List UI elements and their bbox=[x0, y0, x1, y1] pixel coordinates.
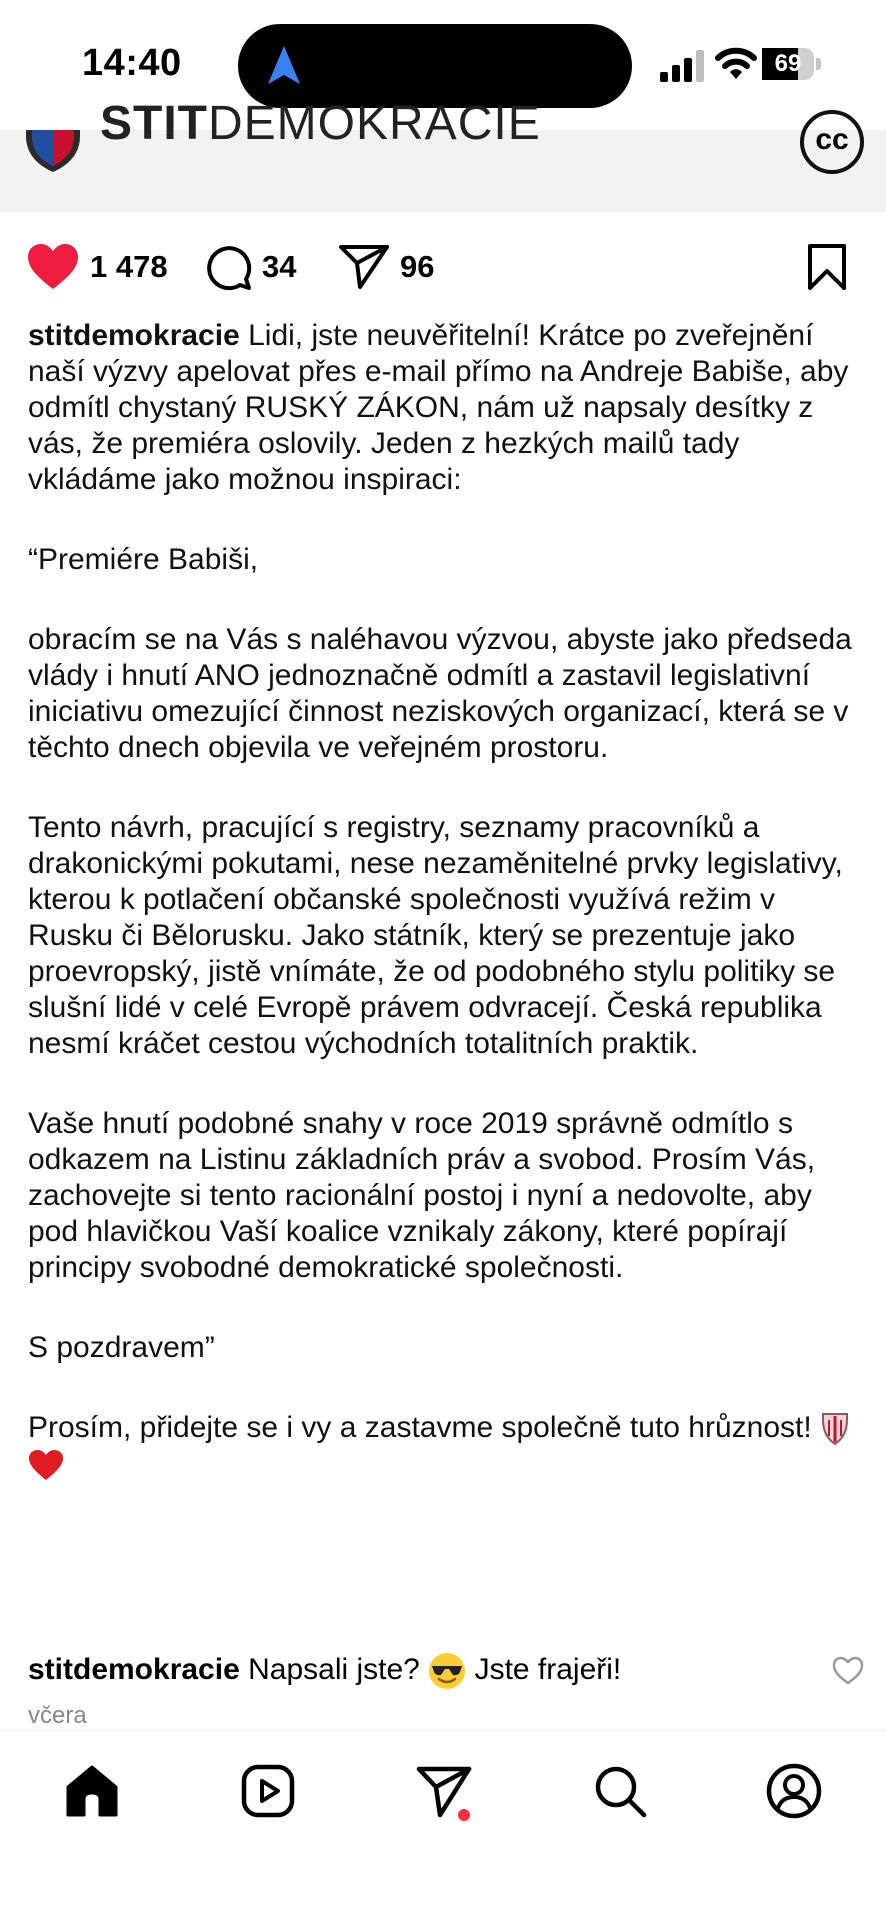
caption-cta: Prosím, přidejte se i vy a zastavme společně tuto hrůznost! bbox=[28, 1410, 864, 1482]
status-time: 14:40 bbox=[82, 42, 182, 84]
paper-plane-icon bbox=[338, 243, 390, 291]
bookmark-icon bbox=[806, 243, 848, 291]
sunglasses-emoji-icon bbox=[428, 1652, 466, 1690]
comment-row bbox=[28, 1652, 864, 1692]
cc-badge-icon: cc bbox=[800, 110, 864, 174]
wifi-icon bbox=[714, 46, 758, 82]
shield-emoji-icon bbox=[820, 1412, 850, 1446]
nav-profile[interactable] bbox=[764, 1761, 824, 1821]
heart-filled-icon bbox=[26, 243, 80, 291]
caption-username[interactable]: stitdemokracie bbox=[28, 319, 240, 352]
search-icon bbox=[590, 1761, 650, 1821]
likes-count[interactable]: 1 478 bbox=[90, 249, 168, 284]
cellular-signal-icon bbox=[660, 50, 706, 82]
comment-text: Napsali jste? bbox=[248, 1653, 420, 1686]
battery-level: 69 bbox=[774, 50, 802, 77]
navigation-arrow-icon bbox=[264, 44, 304, 88]
share-button[interactable] bbox=[338, 232, 434, 302]
dynamic-island bbox=[238, 24, 632, 108]
comment-text-2: Jste frajeři! bbox=[474, 1653, 622, 1686]
save-button[interactable] bbox=[806, 232, 848, 302]
reels-play-icon bbox=[238, 1761, 298, 1821]
caption-intro: stitdemokracie Lidi, jste neuvěřitelní! Krátce po zveřejnění naší výzvy apelovat přes e-mail přímo na Andreje Babiše, aby odmítl chystaný RUSKÝ ZÁKON, nám už napsaly desítky z vás, že premiéra oslovily. Jeden z hezkých mailů tady vkládáme jako možnou inspiraci: bbox=[28, 319, 849, 496]
comments-count[interactable]: 34 bbox=[262, 249, 297, 284]
caption-paragraph-3: Vaše hnutí podobné snahy v roce 2019 správně odmítlo s odkazem na Listinu základních práv a svobod. Prosím Vás, zachovejte si tento racionální postoj i nyní a nedovolte, aby pod hlavičkou Vaší koalice vznikaly zákony, které popírají principy svobodné demokratické společnosti. bbox=[28, 1107, 816, 1284]
caption-paragraph-2: Tento návrh, pracující s registry, seznamy pracovníků a drakonickými pokutami, nese nezaměnitelné prvky legislativy, kterou k potlačení občanské společnosti využívá režim v Rusku či Bělorusku. Jako státník, který se prezentuje jako proevropský, jistě vnímáte, že od podobného stylu politiky se slušní lidé v celé Evropě právem odvracejí. Česká republika nesmí kráčet cestou východních totalitních praktik. bbox=[28, 811, 843, 1060]
post-date: včera bbox=[28, 1702, 87, 1729]
nav-home[interactable] bbox=[62, 1761, 122, 1821]
post-image[interactable] bbox=[0, 97, 886, 212]
bottom-navigation bbox=[0, 1730, 886, 1921]
battery-indicator bbox=[762, 48, 822, 82]
home-icon bbox=[62, 1761, 122, 1821]
caption-closing: S pozdravem” bbox=[28, 1331, 215, 1364]
shares-count[interactable]: 96 bbox=[400, 249, 435, 284]
post-actions bbox=[0, 232, 886, 302]
nav-reels[interactable] bbox=[238, 1761, 298, 1821]
comment-button[interactable] bbox=[204, 232, 296, 302]
nav-direct-messages[interactable] bbox=[414, 1761, 474, 1821]
red-heart-emoji-icon bbox=[28, 1449, 64, 1481]
caption-paragraph-1: obracím se na Vás s naléhavou výzvou, abyste jako předseda vlády i hnutí ANO jednoznačně odmítl a zastavil legislativní iniciativu omezující činnost neziskových organizací, která se v těchto dnech objevila ve veřejném prostoru. bbox=[28, 623, 852, 764]
comment-username[interactable]: stitdemokracie bbox=[28, 1653, 240, 1686]
notification-dot bbox=[458, 1809, 470, 1821]
like-button[interactable] bbox=[26, 232, 168, 302]
post-caption bbox=[28, 318, 864, 1482]
shield-logo-icon bbox=[22, 130, 84, 172]
comment-like-heart-icon[interactable] bbox=[832, 1656, 864, 1686]
nav-search[interactable] bbox=[590, 1761, 650, 1821]
brand-logo-text: STITDEMOKRACIE bbox=[100, 97, 541, 150]
caption-greeting: “Premiére Babiši, bbox=[28, 543, 259, 576]
profile-avatar-icon bbox=[764, 1761, 824, 1821]
comment-bubble-icon bbox=[204, 243, 252, 291]
